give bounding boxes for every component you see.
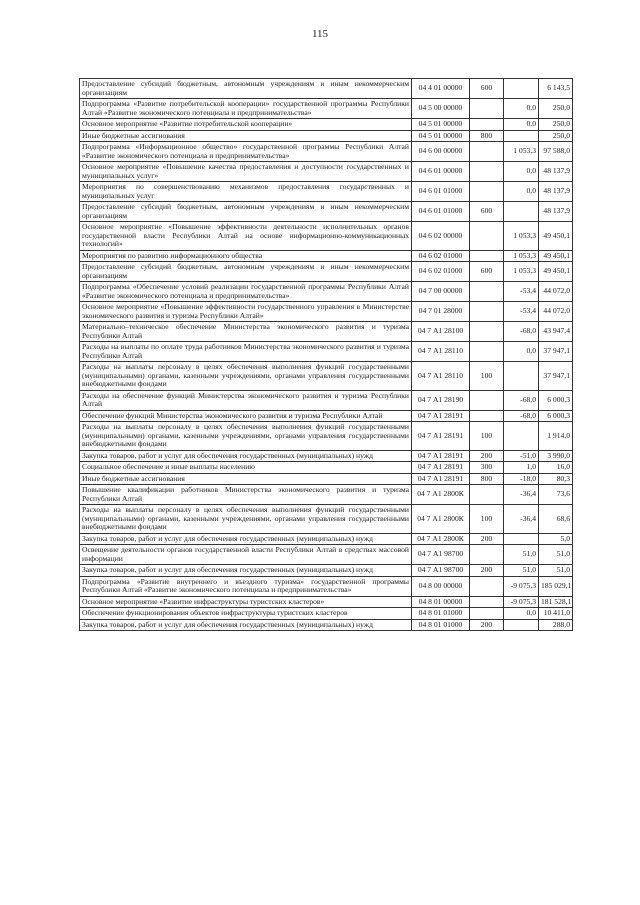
row-change-cell: -68,0: [504, 322, 539, 342]
row-change-cell: [504, 533, 539, 545]
row-name-cell: Закупка товаров, работ и услуг для обеспечения государственных (муниципальных) нужд: [80, 565, 412, 577]
row-code-cell: 04 5 00 00000: [412, 99, 470, 119]
row-expense-type-cell: [470, 596, 504, 608]
row-code-cell: 04 5 01 00000: [412, 119, 470, 131]
table-row: [80, 99, 573, 119]
row-change-cell: 1 053,3: [504, 250, 539, 262]
row-change-cell: [504, 619, 539, 631]
row-expense-type-cell: [470, 222, 504, 251]
row-expense-type-cell: [470, 142, 504, 162]
row-change-cell: -36,4: [504, 505, 539, 534]
row-name-cell: Расходы на обеспечение функций Министерства экономического развития и туризма Республики Алтай: [80, 390, 412, 410]
row-change-cell: -53,4: [504, 282, 539, 302]
row-change-cell: -9 075,3: [504, 576, 539, 596]
row-name-cell: Мероприятия по развитию информационного общества: [80, 250, 412, 262]
row-code-cell: 04 7 А1 98700: [412, 565, 470, 577]
row-total-cell: 48 137,9: [539, 182, 573, 202]
row-change-cell: [504, 130, 539, 142]
row-expense-type-cell: 600: [470, 262, 504, 282]
row-expense-type-cell: [470, 99, 504, 119]
row-change-cell: -68,0: [504, 390, 539, 410]
row-name-cell: Обеспечение функционирования объектов инфраструктуры туристских кластеров: [80, 608, 412, 620]
row-total-cell: 49 450,1: [539, 250, 573, 262]
row-change-cell: 1,0: [504, 462, 539, 474]
row-code-cell: 04 7 А1 28191: [412, 462, 470, 474]
row-name-cell: Иные бюджетные ассигнования: [80, 130, 412, 142]
row-change-cell: 0,0: [504, 162, 539, 182]
row-total-cell: 181 528,1: [539, 596, 573, 608]
row-expense-type-cell: 200: [470, 533, 504, 545]
row-total-cell: 16,0: [539, 462, 573, 474]
row-code-cell: 04 6 02 01000: [412, 262, 470, 282]
row-total-cell: 44 072,0: [539, 302, 573, 322]
row-change-cell: [504, 422, 539, 451]
row-expense-type-cell: 600: [470, 79, 504, 99]
table-row: [80, 505, 573, 534]
row-total-cell: 51,0: [539, 565, 573, 577]
table-row: [80, 450, 573, 462]
row-code-cell: 04 7 А1 28191: [412, 422, 470, 451]
budget-table: [79, 78, 573, 631]
row-code-cell: 04 6 00 00000: [412, 142, 470, 162]
row-total-cell: 6 000,3: [539, 410, 573, 422]
row-name-cell: Закупка товаров, работ и услуг для обеспечения государственных (муниципальных) нужд: [80, 450, 412, 462]
row-change-cell: 0,0: [504, 99, 539, 119]
row-total-cell: 49 450,1: [539, 262, 573, 282]
row-code-cell: 04 4 01 00000: [412, 79, 470, 99]
row-change-cell: -53,4: [504, 302, 539, 322]
row-name-cell: Закупка товаров, работ и услуг для обеспечения государственных (муниципальных) нужд: [80, 533, 412, 545]
row-expense-type-cell: [470, 576, 504, 596]
row-total-cell: 68,6: [539, 505, 573, 534]
row-expense-type-cell: [470, 282, 504, 302]
row-name-cell: Мероприятия по совершенствованию механизмов предоставления государственных и муниципальных услуг: [80, 182, 412, 202]
row-change-cell: 51,0: [504, 565, 539, 577]
row-total-cell: 6 000,3: [539, 390, 573, 410]
row-name-cell: Освещение деятельности органов государственной власти Республики Алтай в средствах массовой информации: [80, 545, 412, 565]
row-total-cell: 73,6: [539, 485, 573, 505]
row-total-cell: 37 947,1: [539, 362, 573, 391]
row-total-cell: 97 588,0: [539, 142, 573, 162]
row-code-cell: 04 7 А1 28100: [412, 322, 470, 342]
table-row: [80, 282, 573, 302]
table-row: [80, 119, 573, 131]
row-total-cell: 288,0: [539, 619, 573, 631]
table-row: [80, 619, 573, 631]
row-name-cell: Обеспечение функций Министерства экономического развития и туризма Республики Алтай: [80, 410, 412, 422]
row-code-cell: 04 8 01 01000: [412, 608, 470, 620]
row-total-cell: 10 411,0: [539, 608, 573, 620]
table-row: [80, 202, 573, 222]
row-change-cell: 1 053,3: [504, 222, 539, 251]
table-row: [80, 302, 573, 322]
row-code-cell: 04 5 01 00000: [412, 130, 470, 142]
row-name-cell: Материально–техническое обеспечение Министерства экономического развития и туризма Республики Алтай: [80, 322, 412, 342]
table-row: [80, 485, 573, 505]
row-change-cell: 1 053,3: [504, 262, 539, 282]
row-code-cell: 04 6 02 01000: [412, 250, 470, 262]
row-name-cell: Предоставление субсидий бюджетным, автономным учреждениям и иным некоммерческим организациям: [80, 262, 412, 282]
row-change-cell: 51,0: [504, 545, 539, 565]
table-row: [80, 79, 573, 99]
row-expense-type-cell: 600: [470, 202, 504, 222]
table-row: [80, 342, 573, 362]
row-expense-type-cell: [470, 322, 504, 342]
row-code-cell: 04 6 02 00000: [412, 222, 470, 251]
row-code-cell: 04 7 А1 28191: [412, 450, 470, 462]
row-name-cell: Подпрограмма «Обеспечение условий реализации государственной программы Республики Алтай «Развитие экономического потенциала и предпринимательства»: [80, 282, 412, 302]
row-total-cell: 250,0: [539, 130, 573, 142]
row-name-cell: Социальное обеспечение и иные выплаты населению: [80, 462, 412, 474]
row-expense-type-cell: [470, 119, 504, 131]
page-number: 115: [311, 28, 329, 40]
row-name-cell: Основное мероприятие «Повышение эффективности государственного управления в Министерстве экономического развития и туризма Республики Алтай»: [80, 302, 412, 322]
table-row: [80, 162, 573, 182]
row-expense-type-cell: 100: [470, 505, 504, 534]
row-change-cell: 1 053,3: [504, 142, 539, 162]
row-name-cell: Закупка товаров, работ и услуг для обеспечения государственных (муниципальных) нужд: [80, 619, 412, 631]
row-expense-type-cell: 200: [470, 565, 504, 577]
table-row: [80, 576, 573, 596]
row-change-cell: 0,0: [504, 608, 539, 620]
row-change-cell: -68,0: [504, 410, 539, 422]
row-name-cell: Основное мероприятие «Развитие инфраструктуры туристских кластеров»: [80, 596, 412, 608]
row-change-cell: -36,4: [504, 485, 539, 505]
row-expense-type-cell: 300: [470, 462, 504, 474]
row-code-cell: 04 7 А1 98700: [412, 545, 470, 565]
row-code-cell: 04 7 А1 28191: [412, 410, 470, 422]
table-row: [80, 182, 573, 202]
row-name-cell: Расходы на выплаты персоналу в целях обеспечения выполнения функций государственными (муниципальными) органами, казенными учреждениями, органами управления государственными внебюджетными фондами: [80, 422, 412, 451]
row-total-cell: 185 029,1: [539, 576, 573, 596]
row-expense-type-cell: 800: [470, 473, 504, 485]
row-expense-type-cell: [470, 410, 504, 422]
table-row: [80, 596, 573, 608]
table-row: [80, 422, 573, 451]
row-expense-type-cell: [470, 342, 504, 362]
row-change-cell: -9 075,3: [504, 596, 539, 608]
table-row: [80, 390, 573, 410]
table-row: [80, 142, 573, 162]
row-name-cell: Расходы на выплаты персоналу в целях обеспечения выполнения функций государственными (муниципальными) органами, казенными учреждениями, органами управления государственными внебюджетными фондами: [80, 505, 412, 534]
table-row: [80, 462, 573, 474]
row-change-cell: -51,0: [504, 450, 539, 462]
row-name-cell: Подпрограмма «Развитие внутреннего и въездного туризма» государственной программы Республики Алтай «Развитие экономического потенциала и предпринимательства»: [80, 576, 412, 596]
row-expense-type-cell: 200: [470, 450, 504, 462]
row-change-cell: 0,0: [504, 182, 539, 202]
row-code-cell: 04 7 А1 28191: [412, 473, 470, 485]
row-total-cell: 6 143,5: [539, 79, 573, 99]
table-row: [80, 565, 573, 577]
row-total-cell: 43 947,4: [539, 322, 573, 342]
row-expense-type-cell: [470, 545, 504, 565]
row-name-cell: Основное мероприятие «Повышение качества предоставления и доступности государственных и муниципальных услуг»: [80, 162, 412, 182]
row-code-cell: 04 7 А1 28110: [412, 362, 470, 391]
row-code-cell: 04 7 А1 2800К: [412, 505, 470, 534]
row-total-cell: 51,0: [539, 545, 573, 565]
row-expense-type-cell: [470, 302, 504, 322]
table-row: [80, 533, 573, 545]
row-change-cell: 0,0: [504, 342, 539, 362]
row-name-cell: Подпрограмма «Информационное общество» государственной программы Республики Алтай «Развитие экономического потенциала и предпринимательства»: [80, 142, 412, 162]
row-name-cell: Основное мероприятие «Повышение эффективности деятельности исполнительных органов государственной власти Республики Алтай на основе информационно-коммуникационных технологий»: [80, 222, 412, 251]
row-code-cell: 04 7 00 00000: [412, 282, 470, 302]
row-total-cell: 48 137,9: [539, 202, 573, 222]
row-name-cell: Расходы на выплаты по оплате труда работников Министерства экономического развития и туризма Республики Алтай: [80, 342, 412, 362]
row-name-cell: Иные бюджетные ассигнования: [80, 473, 412, 485]
row-code-cell: 04 8 01 01000: [412, 619, 470, 631]
row-change-cell: 0,0: [504, 119, 539, 131]
row-total-cell: 250,0: [539, 99, 573, 119]
table-row: [80, 362, 573, 391]
row-expense-type-cell: 200: [470, 619, 504, 631]
row-expense-type-cell: [470, 485, 504, 505]
row-total-cell: 3 990,0: [539, 450, 573, 462]
row-expense-type-cell: 800: [470, 130, 504, 142]
row-name-cell: Повышение квалификации работников Министерства экономического развития и туризма Республики Алтай: [80, 485, 412, 505]
row-name-cell: Предоставление субсидий бюджетным, автономным учреждениям и иным некоммерческим организациям: [80, 79, 412, 99]
row-change-cell: [504, 79, 539, 99]
row-expense-type-cell: [470, 250, 504, 262]
row-total-cell: 250,0: [539, 119, 573, 131]
table-row: [80, 473, 573, 485]
row-total-cell: 49 450,1: [539, 222, 573, 251]
row-code-cell: 04 7 А1 2800К: [412, 485, 470, 505]
row-total-cell: 44 072,0: [539, 282, 573, 302]
table-row: [80, 262, 573, 282]
row-code-cell: 04 6 01 00000: [412, 162, 470, 182]
row-name-cell: Подпрограмма «Развитие потребительской кооперации» государственной программы Республики Алтай «Развитие экономического потенциала и предпринимательства»: [80, 99, 412, 119]
row-change-cell: [504, 362, 539, 391]
row-name-cell: Основное мероприятие «Развитие потребительской кооперации»: [80, 119, 412, 131]
table-row: [80, 545, 573, 565]
budget-table-body: [80, 79, 573, 631]
table-row: [80, 410, 573, 422]
row-expense-type-cell: 100: [470, 422, 504, 451]
row-code-cell: 04 7 01 28000: [412, 302, 470, 322]
row-total-cell: 80,3: [539, 473, 573, 485]
row-name-cell: Предоставление субсидий бюджетным, автономным учреждениям и иным некоммерческим организациям: [80, 202, 412, 222]
table-row: [80, 250, 573, 262]
row-code-cell: 04 8 01 00000: [412, 596, 470, 608]
row-code-cell: 04 7 А1 28190: [412, 390, 470, 410]
row-code-cell: 04 6 01 01000: [412, 182, 470, 202]
row-total-cell: 48 137,9: [539, 162, 573, 182]
row-change-cell: -18,0: [504, 473, 539, 485]
row-total-cell: 5,0: [539, 533, 573, 545]
row-expense-type-cell: [470, 182, 504, 202]
row-total-cell: 37 947,1: [539, 342, 573, 362]
row-total-cell: 1 914,0: [539, 422, 573, 451]
table-row: [80, 130, 573, 142]
row-code-cell: 04 6 01 01000: [412, 202, 470, 222]
row-expense-type-cell: [470, 162, 504, 182]
row-expense-type-cell: [470, 390, 504, 410]
row-expense-type-cell: 100: [470, 362, 504, 391]
row-name-cell: Расходы на выплаты персоналу в целях обеспечения выполнения функций государственными (муниципальными) органами, казенными учреждениями, органами управления государственными внебюджетными фондами: [80, 362, 412, 391]
row-expense-type-cell: [470, 608, 504, 620]
row-code-cell: 04 7 А1 28110: [412, 342, 470, 362]
row-code-cell: 04 7 А1 2800К: [412, 533, 470, 545]
table-row: [80, 222, 573, 251]
table-row: [80, 322, 573, 342]
row-code-cell: 04 8 00 00000: [412, 576, 470, 596]
table-row: [80, 608, 573, 620]
row-change-cell: [504, 202, 539, 222]
